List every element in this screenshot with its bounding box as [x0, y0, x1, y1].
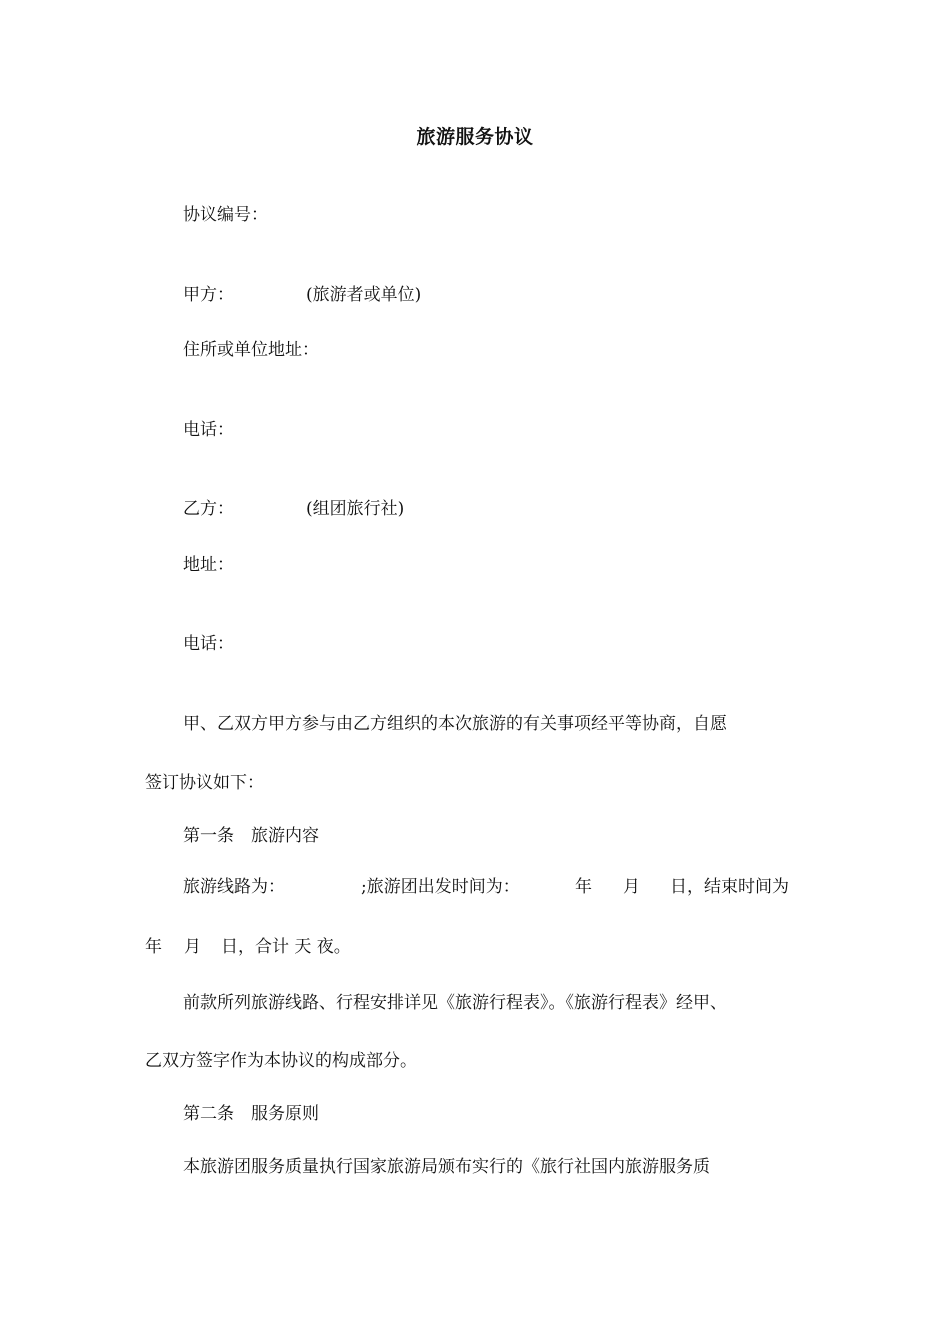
intro-paragraph-line-2: 签订协议如下：: [145, 773, 264, 793]
end-day-total-label: 日，合计 天 夜。: [221, 937, 351, 957]
document-title: 旅游服务协议: [416, 126, 534, 148]
agreement-number-label: 协议编号：: [183, 205, 268, 225]
intro-paragraph-line-1: 甲、乙双方甲方参与由乙方组织的本次旅游的有关事项经平等协商，自愿: [183, 714, 727, 734]
article-1-heading: 第一条 旅游内容: [183, 826, 319, 846]
itinerary-line-1: 前款所列旅游线路、行程安排详见《旅游行程表》。《旅游行程表》经甲、: [183, 993, 727, 1013]
party-a-address-label: 住所或单位地址：: [183, 340, 319, 360]
route-label: 旅游线路为：: [183, 877, 285, 897]
end-year-label: 年: [145, 937, 162, 957]
end-month-label: 月: [184, 937, 201, 957]
depart-month-label: 月: [623, 877, 640, 897]
depart-label: ;旅游团出发时间为：: [361, 877, 520, 897]
itinerary-line-2: 乙双方签字作为本协议的构成部分。: [145, 1051, 417, 1071]
party-a-phone-label: 电话：: [183, 420, 234, 440]
route-line-2: [145, 935, 445, 959]
party-b-phone-label: 电话：: [183, 634, 234, 654]
party-a-label: 甲方：: [183, 285, 234, 305]
party-b-note: (组团旅行社): [306, 499, 405, 519]
party-b-line: [183, 497, 405, 521]
depart-year-label: 年: [575, 877, 592, 897]
party-b-label: 乙方：: [183, 499, 234, 519]
article-2-heading: 第二条 服务原则: [183, 1104, 319, 1124]
depart-day-end-label: 日，结束时间为: [670, 877, 789, 897]
party-a-line: [183, 283, 422, 307]
party-b-address-label: 地址：: [183, 555, 234, 575]
route-line-1: [183, 875, 823, 899]
article-2-line-1: 本旅游团服务质量执行国家旅游局颁布实行的《旅行社国内旅游服务质: [183, 1157, 710, 1177]
party-a-note: (旅游者或单位): [306, 285, 422, 305]
